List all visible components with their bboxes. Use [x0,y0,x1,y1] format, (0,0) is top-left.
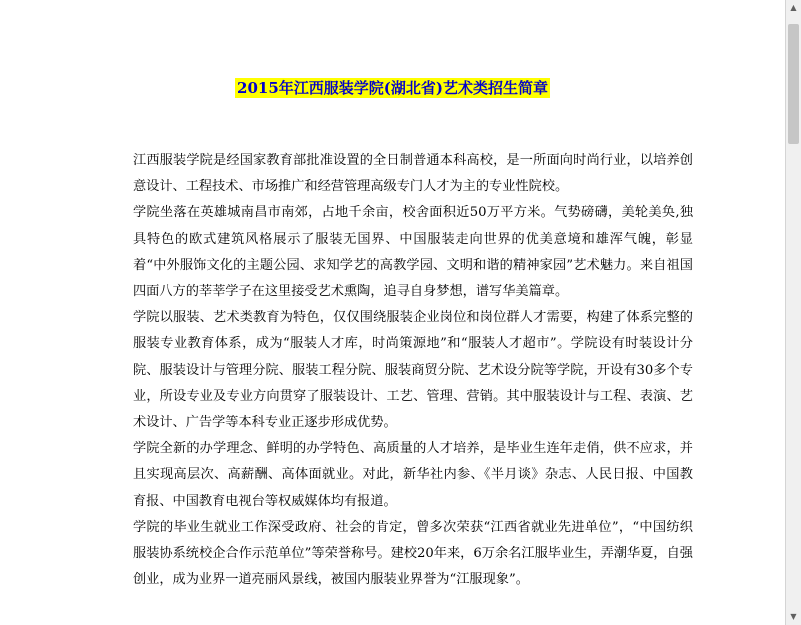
title-block [0,78,785,98]
document-title: 2015年江西服装学院(湖北省)艺术类招生简章 [237,79,548,97]
arrow-down-icon[interactable]: ▼ [786,609,801,625]
scroll-thumb[interactable] [788,24,799,144]
paragraph-employment: 学院全新的办学理念、鲜明的办学特色、高质量的人才培养，是毕业生连年走俏，供不应求，并且实现高层次、高薪酬、高体面就业。对此，新华社内参、《半月谈》杂志、人民日报、中国教育报、中国教育电视台等权威媒体均有报道。 [133,441,693,509]
document-body [133,148,693,593]
paragraph-intro: 江西服装学院是经国家教育部批准设置的全日制普通本科高校，是一所面向时尚行业，以培养创意设计、工程技术、市场推广和经营管理高级专门人才为主的专业性院校。 [133,153,693,195]
paragraph-honors: 学院的毕业生就业工作深受政府、社会的肯定，曾多次荣获“江西省就业先进单位”，“中国纺织服装协系统校企合作示范单位”等荣誉称号。建校20年来，6万余名江服毕业生，弄潮华夏，自强创业，成为业界一道亮丽风景线，被国内服装业界誉为“江服现象”。 [133,519,693,588]
arrow-up-icon[interactable]: ▲ [786,0,801,16]
paragraph-programs: 学院以服装、艺术类教育为特色，仅仅围绕服装企业岗位和岗位群人才需要，构建了体系完整的服装专业教育体系，成为“服装人才库，时尚策源地”和“服装人才超市”。学院设有时装设计分院、服装设计与管理分院、服装工程分院、服装商贸分院、艺术设分院等学院，开设有30多个专业，所设专业及专业方向贯穿了服装设计、工艺、管理、营销。其中服装设计与工程、表演、艺术设计、广告学等本科专业正逐步形成优势。 [133,310,693,431]
vertical-scrollbar[interactable] [785,0,801,625]
paragraph-campus: 学院坐落在英雄城南昌市南郊，占地千余亩，校舍面积近50万平方米。气势磅礴，美轮美奂,独具特色的欧式建筑风格展示了服装无国界、中国服装走向世界的优美意境和雄浑气魄，彰显着“中外服饰文化的主题公园、求知学艺的高教学园、文明和谐的精神家园”艺术魅力。来自祖国四面八方的莘莘学子在这里接受艺术熏陶，追寻自身梦想，谱写华美篇章。 [133,205,693,300]
